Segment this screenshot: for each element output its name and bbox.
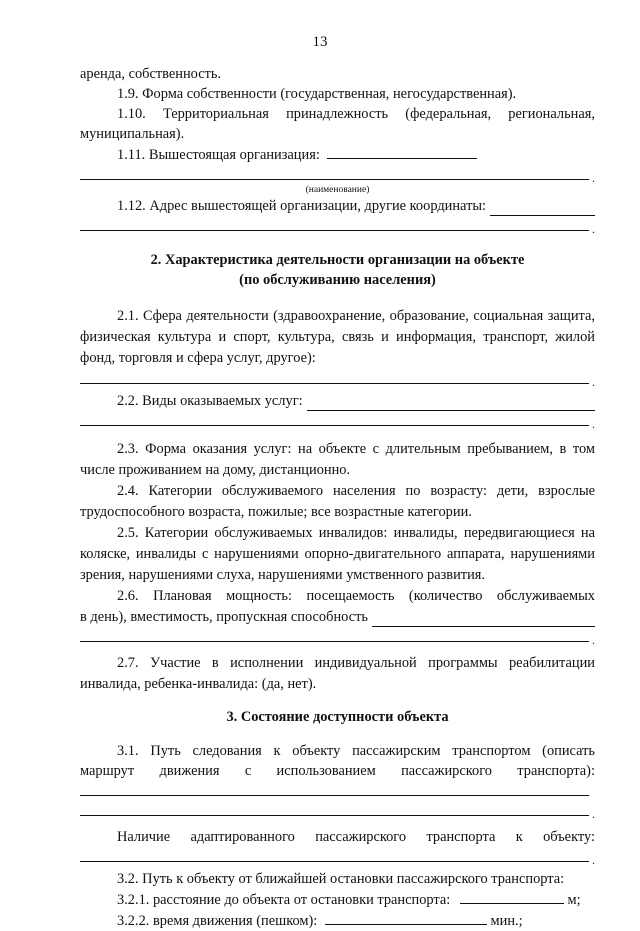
blank-line: . (80, 216, 595, 236)
document-body (80, 64, 595, 931)
word: пассажирского (401, 763, 492, 779)
blank-line (372, 612, 595, 627)
word: 1.10. (117, 106, 146, 122)
word: Наличие (117, 829, 171, 845)
field-label: 1.12. Адрес вышестоящей организации, другие координаты: (117, 198, 487, 214)
section-subtitle: (по обслуживанию населения) (239, 272, 436, 288)
word: использованием (276, 763, 376, 779)
blank-line (490, 201, 595, 216)
blank-line (327, 144, 477, 159)
text-line (80, 104, 595, 124)
word: адаптированного (190, 829, 295, 845)
text-line (80, 144, 595, 165)
paragraph: 2.1. Сфера деятельности (здравоохранение, образование, социальная защита, физическая культура и спорт, культура, связь и информация, транспорт, жилой фонд, торговля и сфера услуг, другое): (80, 308, 595, 366)
text-line: 3.2. Путь к объекту от ближайшей остановки пассажирского транспорта: (117, 871, 565, 887)
text-line (80, 196, 595, 216)
paragraph: 2.3. Форма оказания услуг: на объекте с длительным пребыванием, в том числе проживанием на дому, дистанционно. (80, 441, 595, 478)
word: с (244, 763, 252, 779)
text-line (80, 761, 595, 781)
text-line (80, 889, 595, 910)
paragraph: 2.4. Категории обслуживаемого населения по возрасту: дети, взрослые трудоспособного возраста, пожилые; все возрастные категории. (80, 483, 595, 520)
word: Территориальная (162, 106, 269, 122)
word: пассажирского (315, 829, 407, 845)
unit: мин.; (490, 913, 523, 929)
caption: (наименование) (305, 185, 370, 195)
text-line: 1.9. Форма собственности (государственная, негосударственная). (117, 86, 517, 102)
text-line: 3.1. Путь следования к объекту пассажирским транспортом (описать (117, 743, 595, 759)
text-line (80, 827, 595, 847)
blank-line (325, 910, 487, 925)
blank-line (80, 781, 595, 801)
word: региональная, (508, 106, 595, 122)
text-line: аренда, собственность. (80, 66, 222, 82)
text-line (80, 391, 595, 411)
page-number: 13 (312, 34, 328, 50)
blank-line: . (80, 411, 595, 431)
blank-line: . (80, 627, 595, 647)
word: транспорта): (517, 763, 595, 779)
text-line: 2.6. Плановая мощность: посещаемость (количество обслуживаемых (117, 588, 595, 604)
text-line: муниципальная). (80, 126, 185, 142)
paragraph: 2.5. Категории обслуживаемых инвалидов: инвалиды, передвигающиеся на коляске, инвалиды с нарушениями опорно-двигательного аппарата, нарушениями зрения, нарушениями слуха, нарушениями умственного развития. (80, 525, 595, 583)
blank-line: . (80, 847, 595, 867)
section-title: 3. Состояние доступности объекта (226, 709, 449, 725)
text-line (80, 910, 595, 931)
paragraph: 2.7. Участие в исполнении индивидуальной программы реабилитации инвалида, ребенка-инвалида: (да, нет). (80, 655, 595, 692)
word: объекту: (543, 829, 595, 845)
blank-line: . (80, 801, 595, 821)
blank-line (460, 889, 564, 904)
blank-line (307, 396, 595, 411)
unit: м; (567, 892, 581, 908)
field-label: 1.11. Вышестоящая организация: (117, 147, 320, 163)
word: движения (159, 763, 220, 779)
word: маршрут (80, 763, 135, 779)
field-label: 3.2.2. время движения (пешком): (117, 913, 318, 929)
field-label: 3.2.1. расстояние до объекта от остановки транспорта: (117, 892, 451, 908)
word: транспорта (426, 829, 496, 845)
text-line (80, 607, 595, 627)
word: (федеральная, (405, 106, 492, 122)
blank-line: . (80, 369, 595, 389)
section-title: 2. Характеристика деятельности организации на объекте (150, 252, 525, 268)
field-label: в день), вместимость, пропускная способность (80, 609, 368, 625)
word: принадлежность (286, 106, 389, 122)
field-label: 2.2. Виды оказываемых услуг: (117, 393, 303, 409)
word: к (515, 829, 523, 845)
blank-line: . (80, 165, 595, 185)
